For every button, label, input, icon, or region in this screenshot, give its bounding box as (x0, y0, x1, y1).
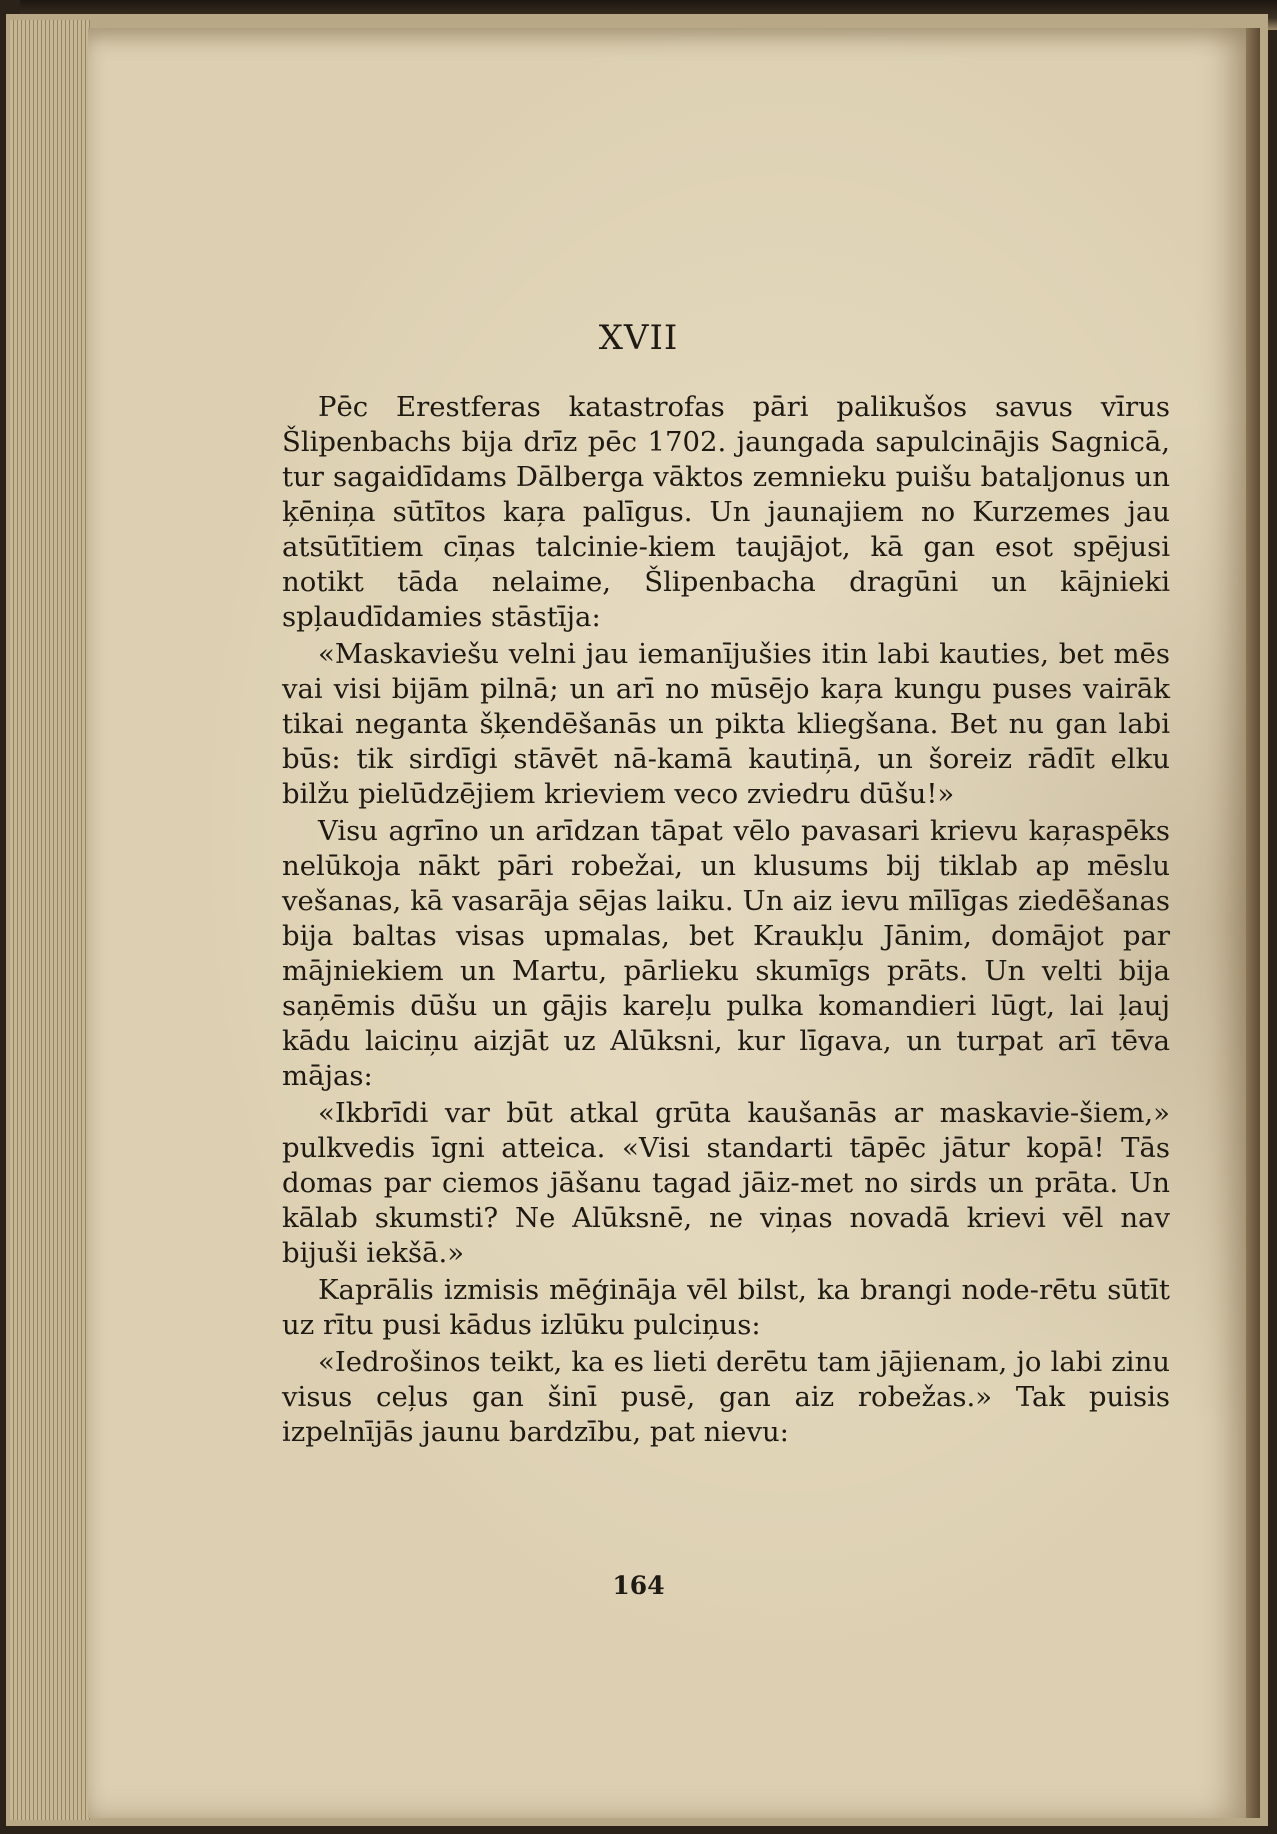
paragraph: Kaprālis izmisis mēģināja vēl bilst, ka brangi node-rētu sūtīt uz rītu pusi kādus izlūku pulciņus: (282, 1274, 1170, 1341)
paragraph: Pēc Erestferas katastrofas pāri palikušos savus vīrus Šlipenbachs bija drīz pēc 1702. jaungada sapulcinājis Sagnicā, tur sagaidīdams Dālberga vāktos zemnieku puišu bataljonus un ķēniņa sūtītos kaŗa palīgus. Un jaunajiem no Kurzemes jau atsūtītiem cīņas talcinie-kiem taujājot, kā gan esot spējusi notikt tāda nelaime, Šlipenbacha dragūni un kājnieki spļaudīdamies stāstīja: (282, 391, 1170, 633)
paragraph: «Iedrošinos teikt, ka es lieti derētu tam jājienam, jo labi zinu visus ceļus gan šinī pusē, gan aiz robežas.» Tak puisis izpelnījās jaunu bardzību, pat nievu: (282, 1346, 1170, 1448)
body-text (282, 390, 1170, 1452)
page-number: 164 (612, 1571, 665, 1600)
paragraph: «Ikbrīdi var būt atkal grūta kaušanās ar maskavie-šiem,» pulkvedis īgni atteica. «Visi standarti tāpēc jātur kopā! Tās domas par ciemos jāšanu tagad jāiz-met no sirds un prāta. Un kālab skumsti? Ne Alūksnē, ne viņas novadā krievi vēl nav bijuši iekšā.» (282, 1097, 1170, 1269)
page-edges (10, 20, 90, 1820)
chapter-title: XVII (598, 318, 679, 358)
paragraph: Visu agrīno un arīdzan tāpat vēlo pavasari krievu kaŗaspēks nelūkoja nākt pāri robežai, un klusums bij tiklab ap mēslu vešanas, kā vasarāja sējas laiku. Un aiz ievu mīlīgas ziedēšanas bija baltas visas upmalas, bet Kraukļu Jānim, domājot par mājniekiem un Martu, pārlieku skumīgs prāts. Un velti bija saņēmis dūšu un gājis kareļu pulka komandieri lūgt, lai ļauj kādu laiciņu aizjāt uz Alūksni, kur līgava, un turpat arī tēva mājas: (282, 815, 1170, 1092)
paragraph: «Maskaviešu velni jau iemanījušies itin labi kauties, bet mēs vai visi bijām pilnā; un arī no mūsējo kaŗa kungu puses vairāk tikai neganta šķendēšanās un pikta kliegšana. Bet nu gan labi būs: tik sirdīgi stāvēt nā-kamā kautiņā, un šoreiz rādīt elku bilžu pielūdzējiem krieviem veco zviedru dūšu!» (282, 638, 1170, 810)
page-right-edge (1246, 28, 1260, 1818)
